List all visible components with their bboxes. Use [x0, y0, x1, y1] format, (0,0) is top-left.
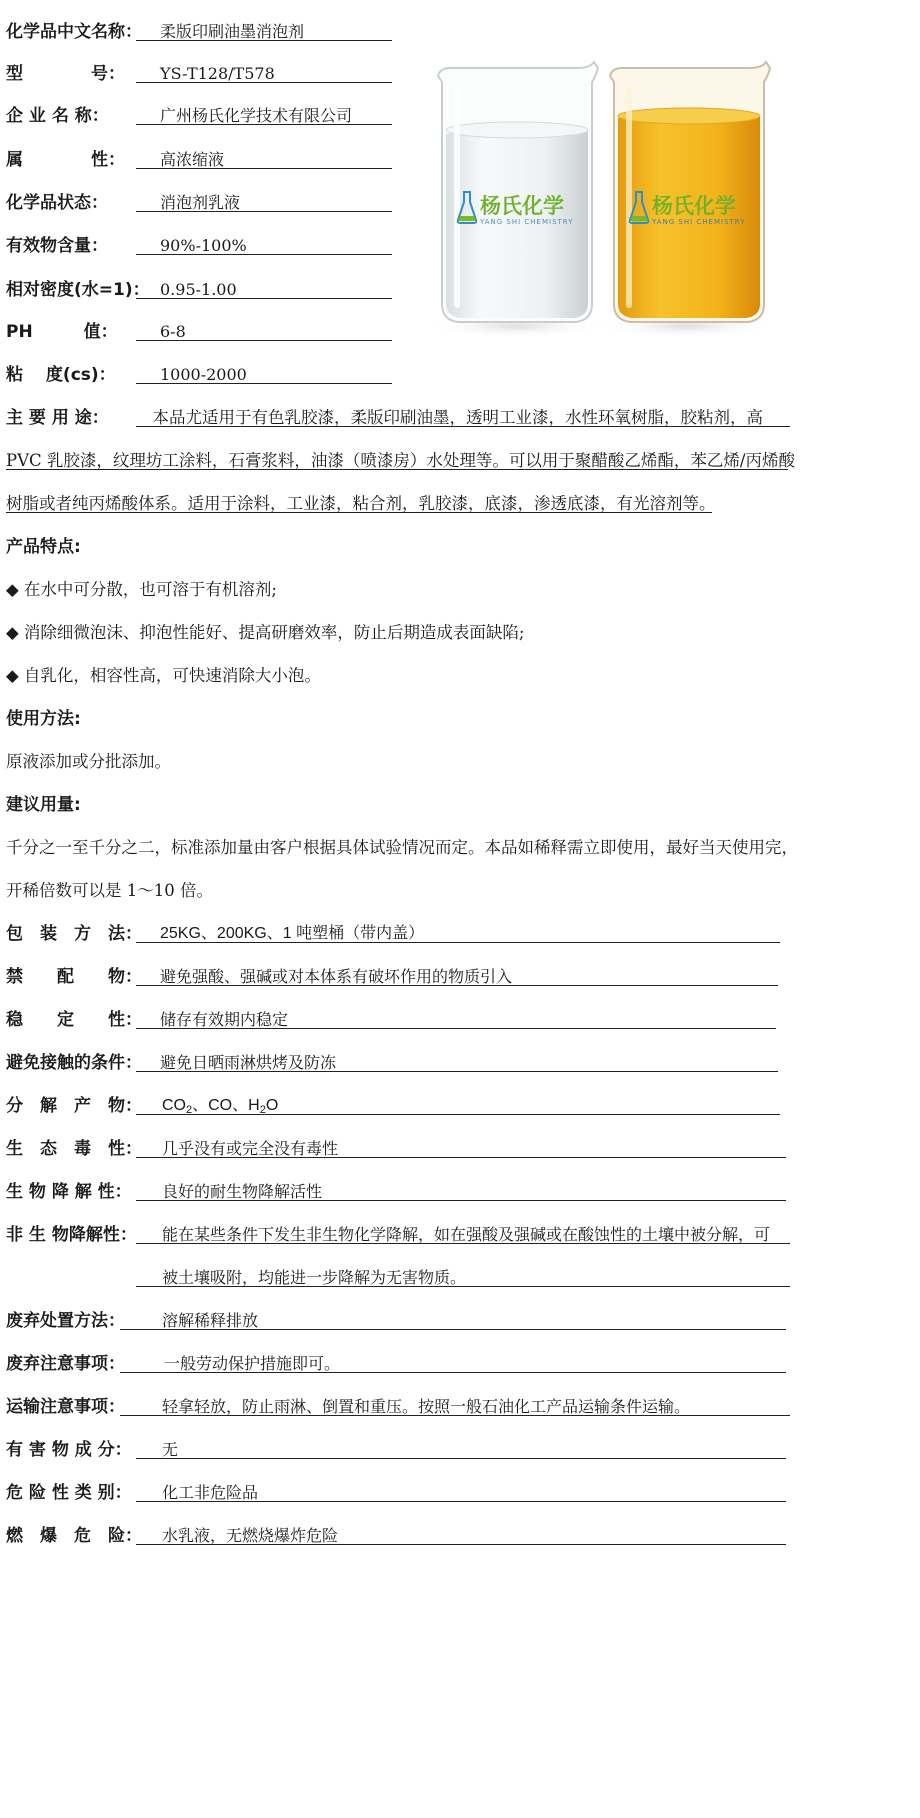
field-label-decomposition: 分 解 产 物：: [6, 1096, 142, 1116]
field-label-disposal: 废弃处置方法：: [6, 1311, 125, 1331]
field-value-avoid-conditions: 避免日晒雨淋烘烤及防冻: [160, 1053, 337, 1072]
underline: [136, 82, 392, 83]
underline: [136, 942, 780, 943]
field-label-biodegradability: 生 物 降 解 性：: [6, 1182, 132, 1202]
underline: [136, 168, 392, 169]
field-value-hazard-class: 化工非危险品: [162, 1483, 259, 1502]
dosage-line-1: 千分之一至千分之二，标准添加量由客户根据具体试验情况而定。本品如稀释需立即使用，最好当天使用完，: [6, 838, 798, 857]
field-value-stability: 储存有效期内稳定: [160, 1010, 289, 1029]
field-value-disposal-notes: 一般劳动保护措施即可。: [164, 1354, 341, 1373]
usage-text: 原液添加或分批添加。: [6, 752, 171, 771]
features-heading: 产品特点:: [6, 537, 81, 557]
field-label-hazardous-components: 有 害 物 成 分：: [6, 1440, 132, 1460]
field-value-hazardous-components: 无: [162, 1440, 179, 1459]
field-label-company: 企 业 名 称：: [6, 106, 109, 126]
underline: [136, 1028, 776, 1029]
field-value-content: 90%-100%: [160, 236, 247, 255]
underline: [136, 40, 392, 41]
feature-item: ◆ 在水中可分散，也可溶于有机溶剂;: [6, 580, 277, 599]
field-value-chinese-name: 柔版印刷油墨消泡剂: [160, 22, 305, 41]
main-use-line-3: 树脂或者纯丙烯酸体系。适用于涂料，工业漆，粘合剂，乳胶漆，底漆，渗透底漆，有光溶剂等。: [6, 494, 716, 513]
field-value-incompatible: 避免强酸、强碱或对本体系有破坏作用的物质引入: [160, 967, 513, 986]
underline: [136, 124, 392, 125]
dosage-line-2: 开稀倍数可以是 1～10 倍。: [6, 881, 213, 900]
field-value-packaging: 25KG、200KG、1 吨塑桶（带内盖）: [160, 925, 425, 942]
field-label-content: 有效物含量：: [6, 236, 108, 256]
field-value-transport-notes: 轻拿轻放，防止雨淋、倒置和重压。按照一般石油化工产品运输条件运输。: [162, 1397, 691, 1416]
field-label-property: 属 性：: [6, 150, 125, 170]
field-value-disposal: 溶解稀释排放: [162, 1311, 259, 1330]
underline: [136, 1286, 790, 1287]
underline: [6, 469, 788, 470]
field-value-abiotic-degradation: 能在某些条件下发生非生物化学降解，如在强酸及强碱或在酸蚀性的土壤中被分解，可: [162, 1225, 771, 1244]
main-use-line-1: 本品尤适用于有色乳胶漆，柔版印刷油墨，透明工业漆，水性环氧树脂，胶粘剂，高: [136, 408, 763, 427]
feature-item: ◆ 自乳化，相容性高，可快速消除大小泡。: [6, 666, 321, 685]
field-value-density: 0.95-1.00: [160, 280, 237, 299]
field-label-model: 型 号：: [6, 64, 125, 84]
underline: [136, 211, 392, 212]
underline: [136, 383, 392, 384]
field-value-biodegradability: 良好的耐生物降解活性: [162, 1182, 323, 1201]
field-value-explosion-hazard: 水乳液，无燃烧爆炸危险: [162, 1526, 339, 1545]
underline: [136, 1458, 786, 1459]
logo-clear: [456, 190, 478, 228]
field-label-packaging: 包 装 方 法：: [6, 924, 142, 944]
field-label-explosion-hazard: 燃 爆 危 险：: [6, 1526, 142, 1546]
field-label-viscosity: 粘 度(cs)：: [6, 365, 116, 385]
underline: [136, 254, 392, 255]
underline: [136, 1200, 786, 1201]
underline: [136, 1114, 780, 1115]
flask-icon: [628, 190, 650, 224]
feature-item: ◆ 消除细微泡沫、抑泡性能好、提高研磨效率，防止后期造成表面缺陷;: [6, 623, 525, 642]
underline: [136, 1243, 790, 1244]
field-value-model: YS-T128/T578: [160, 64, 275, 83]
underline: [136, 1071, 778, 1072]
underline: [120, 1329, 786, 1330]
flask-icon: [456, 190, 478, 224]
underline: [120, 1415, 790, 1416]
product-photo: [428, 58, 778, 343]
field-label-ecotoxicity: 生 态 毒 性：: [6, 1139, 142, 1159]
field-value-decomposition: $CO_2$、CO、$H_2O$: [162, 1097, 279, 1116]
underline: [136, 1157, 786, 1158]
field-value-state: 消泡剂乳液: [160, 193, 241, 212]
field-label-state: 化学品状态：: [6, 193, 108, 213]
usage-heading: 使用方法:: [6, 709, 81, 729]
field-label-transport-notes: 运输注意事项：: [6, 1397, 125, 1417]
underline: [136, 340, 392, 341]
field-label-hazard-class: 危 险 性 类 别：: [6, 1483, 132, 1503]
underline: [120, 1372, 786, 1373]
main-use-line-2: PVC 乳胶漆，纹理坊工涂料，石膏浆料，油漆（喷漆房）水处理等。可以用于聚醋酸乙烯酯，苯乙烯/丙烯酸: [6, 451, 795, 470]
underline: [136, 1544, 786, 1545]
field-label-stability: 稳 定 性：: [6, 1010, 142, 1030]
field-label-ph: PH 值：: [6, 322, 118, 342]
field-value-abiotic-degradation-2: 被土壤吸附，均能进一步降解为无害物质。: [162, 1268, 467, 1287]
logo-amber: [628, 190, 650, 228]
underline: [6, 512, 712, 513]
dosage-heading: 建议用量:: [6, 795, 81, 815]
underline: [136, 298, 392, 299]
underline: [136, 1501, 786, 1502]
field-label-incompatible: 禁 配 物：: [6, 967, 142, 987]
field-label-chinese-name: 化学品中文名称：: [6, 22, 142, 42]
logo-text-amber: 杨氏化学: [652, 194, 736, 218]
main-use-label: 主 要 用 途：: [6, 408, 109, 428]
field-label-avoid-conditions: 避免接触的条件：: [6, 1053, 142, 1073]
field-value-viscosity: 1000-2000: [160, 365, 247, 384]
field-label-abiotic-degradation: 非 生 物降解性：: [6, 1225, 137, 1245]
field-label-disposal-notes: 废弃注意事项：: [6, 1354, 125, 1374]
field-value-company: 广州杨氏化学技术有限公司: [160, 106, 353, 125]
underline: [136, 426, 790, 427]
field-label-density: 相对密度(水=1)：: [6, 280, 150, 300]
field-value-property: 高浓缩液: [160, 150, 225, 169]
logo-subtext-clear: YANG SHI CHEMISTRY: [480, 218, 574, 226]
field-value-ecotoxicity: 几乎没有或完全没有毒性: [162, 1139, 339, 1158]
logo-text-clear: 杨氏化学: [480, 194, 564, 218]
underline: [136, 985, 778, 986]
field-value-ph: 6-8: [160, 322, 186, 341]
logo-subtext-amber: YANG SHI CHEMISTRY: [652, 218, 746, 226]
